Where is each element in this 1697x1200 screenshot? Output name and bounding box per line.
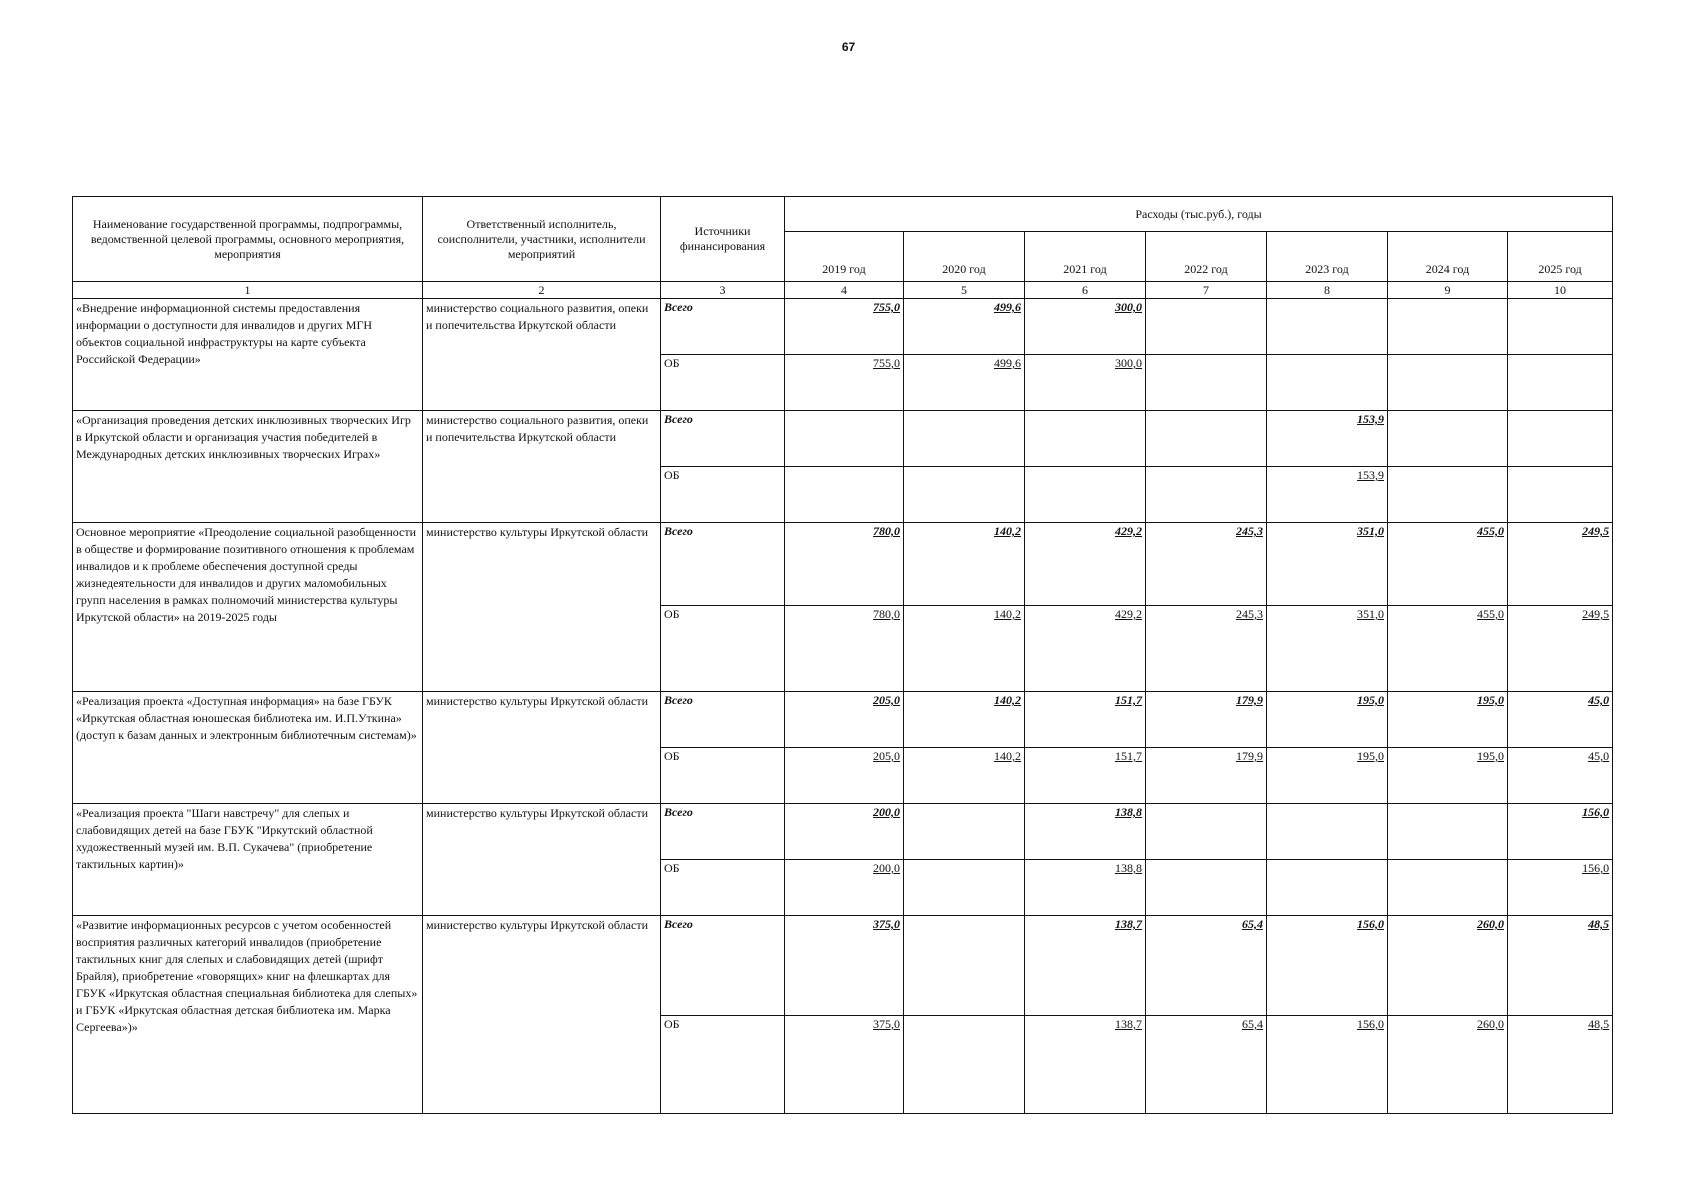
source-sub-label: ОБ (661, 606, 785, 692)
sub-value (1146, 355, 1267, 411)
source-sub-label: ОБ (661, 467, 785, 523)
sub-value (1267, 860, 1388, 916)
total-value: 156,0 (1267, 916, 1388, 1016)
source-total-label: Всего (661, 411, 785, 467)
sub-value: 153,9 (1267, 467, 1388, 523)
total-value: 153,9 (1267, 411, 1388, 467)
header-year: 2021 год (1025, 232, 1146, 282)
sub-value: 245,3 (1146, 606, 1267, 692)
total-value: 300,0 (1025, 299, 1146, 355)
total-value: 455,0 (1388, 523, 1508, 606)
sub-value (1025, 467, 1146, 523)
sub-value (1508, 355, 1613, 411)
column-number: 9 (1388, 282, 1508, 299)
total-value: 245,3 (1146, 523, 1267, 606)
total-value: 140,2 (904, 523, 1025, 606)
total-value: 156,0 (1508, 804, 1613, 860)
sub-value (904, 860, 1025, 916)
table-body (73, 299, 1613, 1114)
total-value (904, 804, 1025, 860)
activity-name: «Внедрение информационной системы предоставления информации о доступности для инвалидов и других МГН объектов социальной инфраструктуры на карте субъекта Российской Федерации» (73, 299, 423, 411)
sub-value: 300,0 (1025, 355, 1146, 411)
total-value: 429,2 (1025, 523, 1146, 606)
header-name: Наименование государственной программы, подпрограммы, ведомственной целевой программы, основного мероприятия, мероприятия (73, 197, 423, 282)
header-year: 2024 год (1388, 232, 1508, 282)
sub-value: 195,0 (1388, 748, 1508, 804)
total-value (1388, 299, 1508, 355)
total-value: 195,0 (1267, 692, 1388, 748)
executor: министерство культуры Иркутской области (423, 916, 661, 1114)
total-value: 65,4 (1146, 916, 1267, 1016)
sub-value: 780,0 (785, 606, 904, 692)
sub-value: 48,5 (1508, 1016, 1613, 1114)
sub-value (1388, 467, 1508, 523)
header-year: 2022 год (1146, 232, 1267, 282)
sub-value (1267, 355, 1388, 411)
source-total-label: Всего (661, 523, 785, 606)
total-value: 138,7 (1025, 916, 1146, 1016)
column-number: 4 (785, 282, 904, 299)
sub-value: 200,0 (785, 860, 904, 916)
total-value: 179,9 (1146, 692, 1267, 748)
sub-value (1508, 467, 1613, 523)
source-sub-label: ОБ (661, 355, 785, 411)
total-value: 45,0 (1508, 692, 1613, 748)
total-value: 755,0 (785, 299, 904, 355)
source-sub-label: ОБ (661, 748, 785, 804)
sub-value: 156,0 (1267, 1016, 1388, 1114)
sub-value: 260,0 (1388, 1016, 1508, 1114)
total-value: 205,0 (785, 692, 904, 748)
table-row (73, 804, 1613, 860)
sub-value: 249,5 (1508, 606, 1613, 692)
activity-name: «Реализация проекта "Шаги навстречу" для слепых и слабовидящих детей на базе ГБУК "Иркутский областной художественный музей им. В.П. Сукачева" (приобретение тактильных картин)» (73, 804, 423, 916)
source-sub-label: ОБ (661, 1016, 785, 1114)
total-value (904, 411, 1025, 467)
total-value: 200,0 (785, 804, 904, 860)
sub-value: 351,0 (1267, 606, 1388, 692)
sub-value: 156,0 (1508, 860, 1613, 916)
sub-value (1146, 467, 1267, 523)
column-number: 1 (73, 282, 423, 299)
sub-value: 138,8 (1025, 860, 1146, 916)
total-value: 140,2 (904, 692, 1025, 748)
total-value: 260,0 (1388, 916, 1508, 1016)
sub-value: 195,0 (1267, 748, 1388, 804)
column-number: 3 (661, 282, 785, 299)
total-value: 780,0 (785, 523, 904, 606)
sub-value: 755,0 (785, 355, 904, 411)
sub-value: 140,2 (904, 606, 1025, 692)
total-value (1508, 299, 1613, 355)
activity-name: Основное мероприятие «Преодоление социальной разобщенности в обществе и формирование позитивного отношения к проблемам инвалидов и к проблеме обеспечения доступной среды жизнедеятельности для инвалидов и других маломобильных групп населения в рамках полномочий министерства культуры Иркутской области» на 2019-2025 годы (73, 523, 423, 692)
column-number: 5 (904, 282, 1025, 299)
sub-value (1388, 355, 1508, 411)
total-value: 151,7 (1025, 692, 1146, 748)
total-value (1146, 804, 1267, 860)
header-year: 2023 год (1267, 232, 1388, 282)
activity-name: «Организация проведения детских инклюзивных творческих Игр в Иркутской области и организация участия победителей в Международных детских инклюзивных творческих Играх» (73, 411, 423, 523)
total-value (1146, 411, 1267, 467)
header-source: Источники финансирования (661, 197, 785, 282)
column-number: 8 (1267, 282, 1388, 299)
total-value (1267, 299, 1388, 355)
activity-name: «Развитие информационных ресурсов с учетом особенностей восприятия различных категорий инвалидов (приобретение тактильных книг для слепых и слабовидящих детей (шрифт Брайля), приобретение «говорящих» книг на флешкартах для ГБУК «Иркутская областная специальная библиотека для слепых» и ГБУК «Иркутская областная детская библиотека им. Марка Сергеева»)» (73, 916, 423, 1114)
table-row (73, 692, 1613, 748)
header-year: 2019 год (785, 232, 904, 282)
source-total-label: Всего (661, 916, 785, 1016)
column-number: 7 (1146, 282, 1267, 299)
total-value (1025, 411, 1146, 467)
total-value (904, 916, 1025, 1016)
header-executor: Ответственный исполнитель, соисполнители, участники, исполнители мероприятий (423, 197, 661, 282)
total-value: 499,6 (904, 299, 1025, 355)
executor: министерство культуры Иркутской области (423, 692, 661, 804)
source-total-label: Всего (661, 692, 785, 748)
total-value: 138,8 (1025, 804, 1146, 860)
sub-value (785, 467, 904, 523)
executor: министерство социального развития, опеки и попечительства Иркутской области (423, 299, 661, 411)
table-row (73, 523, 1613, 606)
header-spending: Расходы (тыс.руб.), годы (785, 197, 1613, 232)
executor: министерство культуры Иркутской области (423, 523, 661, 692)
source-total-label: Всего (661, 299, 785, 355)
executor: министерство культуры Иркутской области (423, 804, 661, 916)
sub-value: 429,2 (1025, 606, 1146, 692)
sub-value (1146, 860, 1267, 916)
sub-value (1388, 860, 1508, 916)
page-number: 67 (841, 40, 856, 54)
column-number: 2 (423, 282, 661, 299)
total-value (1388, 804, 1508, 860)
column-number: 10 (1508, 282, 1613, 299)
sub-value: 140,2 (904, 748, 1025, 804)
sub-value: 45,0 (1508, 748, 1613, 804)
sub-value: 205,0 (785, 748, 904, 804)
total-value: 375,0 (785, 916, 904, 1016)
sub-value: 499,6 (904, 355, 1025, 411)
total-value (1388, 411, 1508, 467)
activity-name: «Реализация проекта «Доступная информация» на базе ГБУК «Иркутская областная юношеская библиотека им. И.П.Уткина» (доступ к базам данных и электронным библиотечным системам)» (73, 692, 423, 804)
sub-value: 65,4 (1146, 1016, 1267, 1114)
budget-table (72, 196, 1613, 1114)
table-row (73, 411, 1613, 467)
total-value: 48,5 (1508, 916, 1613, 1016)
total-value (1146, 299, 1267, 355)
total-value: 249,5 (1508, 523, 1613, 606)
column-number: 6 (1025, 282, 1146, 299)
header-year: 2020 год (904, 232, 1025, 282)
sub-value (904, 467, 1025, 523)
sub-value: 179,9 (1146, 748, 1267, 804)
total-value (1267, 804, 1388, 860)
source-sub-label: ОБ (661, 860, 785, 916)
sub-value: 375,0 (785, 1016, 904, 1114)
table-row (73, 916, 1613, 1016)
table-row (73, 299, 1613, 355)
executor: министерство социального развития, опеки и попечительства Иркутской области (423, 411, 661, 523)
sub-value: 151,7 (1025, 748, 1146, 804)
total-value (1508, 411, 1613, 467)
total-value: 351,0 (1267, 523, 1388, 606)
total-value (785, 411, 904, 467)
source-total-label: Всего (661, 804, 785, 860)
total-value: 195,0 (1388, 692, 1508, 748)
header-year: 2025 год (1508, 232, 1613, 282)
sub-value: 455,0 (1388, 606, 1508, 692)
sub-value: 138,7 (1025, 1016, 1146, 1114)
sub-value (904, 1016, 1025, 1114)
